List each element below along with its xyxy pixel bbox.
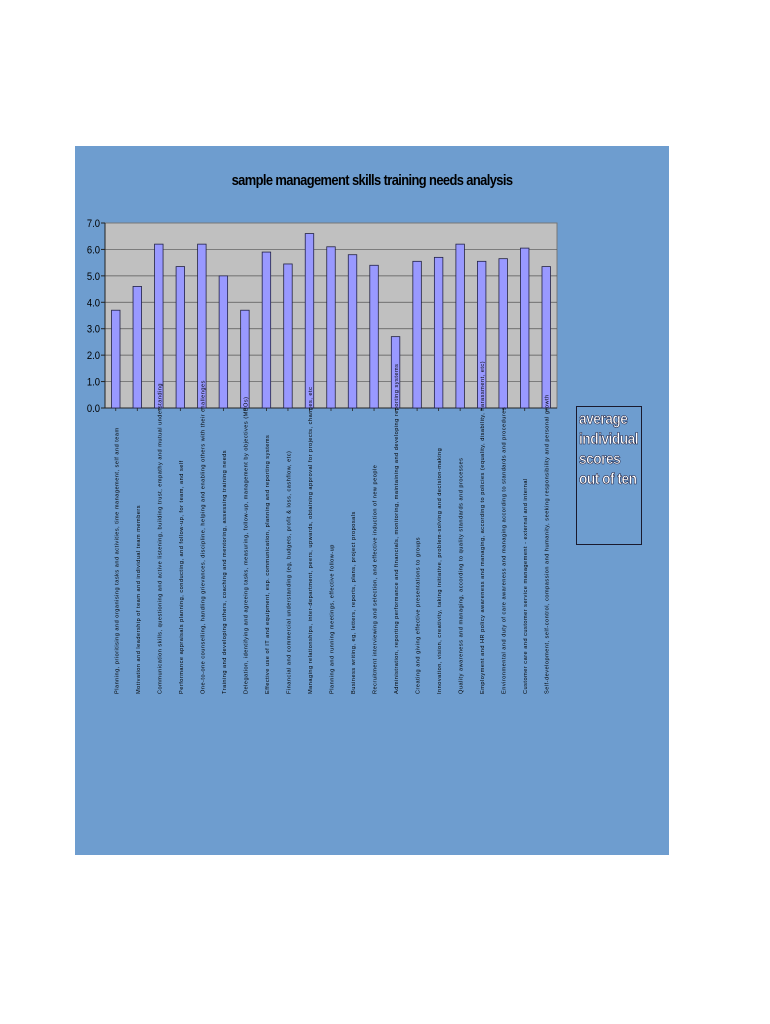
x-category-label: Administration, reporting performance and financials, monitoring, maintaining and developing reporting systems <box>394 363 401 694</box>
x-category-label: Effective use of IT and equipment, esp. communication, planning and reporting systems <box>264 434 271 694</box>
x-category-label: Creating and giving effective presentations to groups <box>415 537 422 694</box>
x-category-label: Communication skills, questioning and active listening, building trust, empathy and mutual understanding <box>157 382 164 694</box>
y-tick-label: 2.0 <box>86 350 100 363</box>
x-category-label: Performance appraisals planning, conducting, and follow-up, for team, and self <box>178 460 185 694</box>
y-tick-label: 7.0 <box>86 218 100 231</box>
y-tick-label: 4.0 <box>86 297 100 310</box>
bar <box>305 234 314 408</box>
legend <box>576 406 642 545</box>
x-category-label: Financial and commercial understanding (eg, budgets, profit & loss, cashflow, etc) <box>286 450 293 694</box>
x-category-label: Self-development, self-control, compassion and humanity, seeking responsibility and personal growth <box>544 394 551 694</box>
chart-panel <box>75 146 669 855</box>
bar <box>284 264 293 408</box>
y-tick-label: 6.0 <box>86 244 100 257</box>
bar <box>456 244 465 408</box>
bar <box>133 286 142 408</box>
bar <box>112 310 121 408</box>
x-category-label: Managing relationships, inter-department, peers, upwards, obtaining approval for projects, changes, etc <box>307 386 314 694</box>
x-category-label: One-to-one counselling, handling grievances, discipline, helping and enabling others with their challenges <box>200 380 207 694</box>
bar <box>348 255 357 408</box>
legend-label: average individual scores out of ten <box>579 411 639 488</box>
bar <box>413 261 422 408</box>
x-category-label: Training and developing others, coaching and mentoring, assessing training needs <box>221 449 228 694</box>
y-tick-label: 3.0 <box>86 324 100 336</box>
x-category-label: Innovation, vision, creativity, taking initiative, problem-solving and decision-making <box>437 447 444 694</box>
y-tick-label: 0.0 <box>86 403 100 416</box>
bar <box>434 257 443 408</box>
x-category-label: Employment and HR policy awareness and managing, according to policies (equality, disability, harassment, etc) <box>480 360 487 694</box>
bar <box>241 310 250 408</box>
x-category-label: Planning and running meetings, effective follow-up <box>329 544 336 694</box>
bar <box>520 248 529 408</box>
x-category-label: Quality awareness and managing, according to quality standards and processes <box>458 457 465 694</box>
bar <box>219 276 228 408</box>
bar <box>176 267 185 408</box>
y-tick-label: 1.0 <box>86 376 100 389</box>
x-category-label: Business writing, eg, letters, reports, plans, project proposals <box>351 511 358 694</box>
x-category-label: Delegation, identifying and agreeing tasks, measuring, follow-up, management by objectives (MBOs) <box>243 396 250 694</box>
bar <box>499 259 508 408</box>
x-category-label: Planning, prioritising and organising tasks and activities, time management, self and team <box>114 427 121 694</box>
bar <box>370 265 379 408</box>
bar <box>262 252 271 408</box>
x-category-label: Motivation and leadership of team and individual team members <box>135 504 142 694</box>
x-category-label: Customer care and customer service management - external and internal <box>523 478 530 694</box>
bar <box>542 267 551 408</box>
x-category-label: Environmental and duty of care awareness and managing according to standards and procedures <box>501 406 508 694</box>
chart-title: sample management skills training needs analysis <box>231 172 513 189</box>
y-tick-label: 5.0 <box>86 271 100 284</box>
x-category-label: Recruitment interviewing and selection, and effective induction of new people <box>372 464 379 694</box>
bar <box>327 247 336 408</box>
